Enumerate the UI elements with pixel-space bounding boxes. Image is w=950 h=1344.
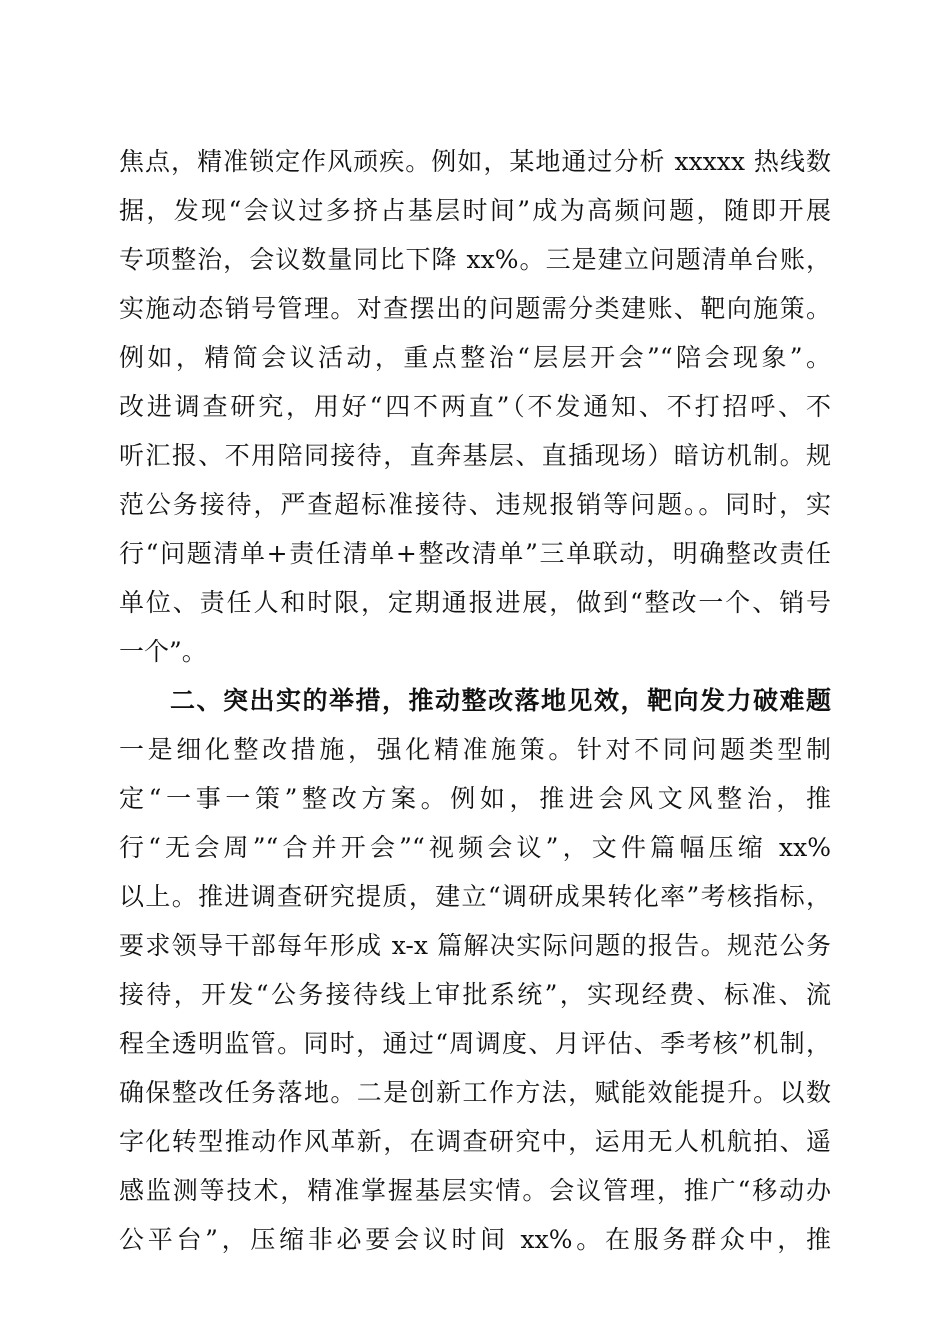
body-line: 定“一事一策”整改方案。例如，推进会风文风整治，推 [119, 784, 831, 813]
body-line: 范公务接待，严查超标准接待、违规报销等问题。。同时，实 [119, 490, 831, 519]
body-line: 例如，精简会议活动，重点整治“层层开会”“陪会现象”。 [119, 343, 831, 372]
body-line: 听汇报、不用陪同接待，直奔基层、直插现场）暗访机制。规 [119, 441, 831, 470]
body-line: 接待，开发“公务接待线上审批系统”，实现经费、标准、流 [119, 980, 831, 1009]
body-line: 程全透明监管。同时，通过“周调度、月评估、季考核”机制， [119, 1029, 831, 1058]
body-line: 一是细化整改措施，强化精准施策。针对不同问题类型制 [119, 735, 831, 764]
body-line: 确保整改任务落地。二是创新工作方法，赋能效能提升。以数 [119, 1078, 831, 1107]
body-line-paragraph-end: 一个”。 [119, 637, 207, 666]
body-line: 感监测等技术，精准掌握基层实情。会议管理，推广“移动办 [119, 1176, 831, 1205]
body-line: 公平台”，压缩非必要会议时间 xx%。在服务群众中，推 [119, 1225, 831, 1254]
body-line: 改进调查研究，用好“四不两直”（不发通知、不打招呼、不 [119, 392, 831, 421]
body-line: 据，发现“会议过多挤占基层时间”成为高频问题，随即开展 [119, 196, 831, 225]
body-line: 焦点，精准锁定作风顽疾。例如，某地通过分析 xxxxx 热线数 [119, 147, 831, 176]
body-line: 实施动态销号管理。对查摆出的问题需分类建账、靶向施策。 [119, 294, 831, 323]
body-line: 行“问题清单+责任清单+整改清单”三单联动，明确整改责任 [119, 539, 831, 568]
body-line: 字化转型推动作风革新，在调查研究中，运用无人机航拍、遥 [119, 1127, 831, 1156]
body-line: 单位、责任人和时限，定期通报进展，做到“整改一个、销号 [119, 588, 831, 617]
body-line: 以上。推进调查研究提质，建立“调研成果转化率”考核指标， [119, 882, 831, 911]
body-line: 专项整治，会议数量同比下降 xx%。三是建立问题清单台账， [119, 245, 831, 274]
body-line: 行“无会周”“合并开会”“视频会议”，文件篇幅压缩 xx% [119, 833, 831, 862]
section-heading: 二、突出实的举措，推动整改落地见效，靶向发力破难题 [170, 686, 831, 715]
body-line: 要求领导干部每年形成 x-x 篇解决实际问题的报告。规范公务 [119, 931, 831, 960]
